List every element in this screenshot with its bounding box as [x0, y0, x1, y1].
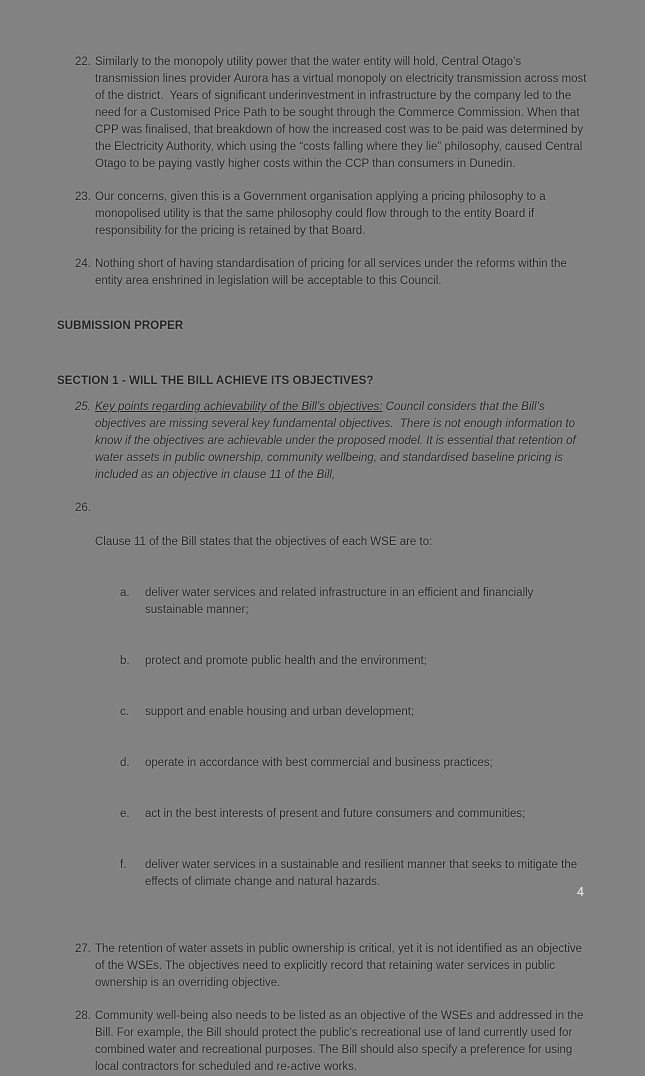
paragraph-23-text: Our concerns, given this is a Government organisation applying a pricing philosophy to a monopolised utility is that the same philosophy could flow through to the entity Board if responsibility for the pricing is retained by that Board.	[95, 191, 549, 237]
paragraph-28-number: 28.	[75, 1010, 91, 1022]
heading-submission-proper: SUBMISSION PROPER	[57, 320, 184, 332]
paragraph-24	[75, 256, 587, 290]
paragraph-26	[75, 500, 587, 925]
list-item-e-marker: e.	[120, 808, 130, 820]
list-item-d-marker: d.	[120, 757, 130, 769]
paragraph-23-number: 23.	[75, 191, 91, 203]
paragraph-26-text: Clause 11 of the Bill states that the objectives of each WSE are to:	[95, 536, 433, 548]
list-item-b-text: protect and promote public health and the environment;	[145, 655, 427, 667]
paragraph-28-text: Community well-being also needs to be listed as an objective of the WSEs and addressed in the Bill. For example, the Bill should protect the public’s recreational use of land currently used for combined water and recreational purposes. The Bill should also specify a preference for using local contractors for scheduled and re-active works.	[95, 1010, 587, 1073]
list-item-c-text: support and enable housing and urban development;	[145, 706, 415, 718]
paragraph-27	[75, 941, 587, 992]
paragraph-22	[75, 54, 590, 173]
list-item-e-text: act in the best interests of present and future consumers and communities;	[145, 808, 526, 820]
paragraph-22-number: 22.	[75, 56, 91, 68]
paragraph-25-lead-underlined: Key points regarding achievability of the Bill’s objectives:	[95, 401, 383, 413]
paragraph-25-text	[95, 399, 587, 484]
list-item-c	[120, 704, 587, 721]
list-item-a	[120, 585, 587, 619]
page-number: 4	[577, 885, 584, 899]
paragraph-25	[75, 399, 587, 484]
paragraph-26-number: 26.	[75, 502, 91, 514]
list-item-f	[120, 857, 587, 891]
list-item-a-text: deliver water services and related infrastructure in an efficient and financially sustainable manner;	[145, 587, 537, 616]
paragraph-26-body	[95, 500, 587, 925]
paragraph-25-number: 25.	[75, 401, 91, 413]
paragraph-27-number: 27.	[75, 943, 91, 955]
list-item-d	[120, 755, 587, 772]
list-item-f-text: deliver water services in a sustainable and resilient manner that seeks to mitigate the effects of climate change and natural hazards.	[145, 859, 581, 888]
list-item-f-marker: f.	[120, 859, 127, 871]
paragraph-28	[75, 1008, 587, 1076]
paragraph-24-number: 24.	[75, 258, 91, 270]
list-item-a-marker: a.	[120, 587, 130, 599]
list-item-b	[120, 653, 587, 670]
list-item-b-marker: b.	[120, 655, 130, 667]
list-item-c-marker: c.	[120, 706, 129, 718]
list-item-e	[120, 806, 587, 823]
paragraph-24-text: Nothing short of having standardisation of pricing for all services under the reforms within the entity area enshrined in legislation will be acceptable to this Council.	[95, 258, 570, 287]
list-item-d-text: operate in accordance with best commercial and business practices;	[145, 757, 493, 769]
paragraph-25-rest: Council considers that the Bill’s objectives are missing several key fundamental objectives. There is not enough information to know if the objectives are achievable under the proposed model. It is essential that retention of water assets in public ownership, community wellbeing, and standardised baseline pricing is included as an objective in clause 11 of the Bill,	[95, 401, 579, 481]
heading-section-1: SECTION 1 - WILL THE BILL ACHIEVE ITS OBJECTIVES?	[57, 375, 374, 387]
paragraph-22-text: Similarly to the monopoly utility power that the water entity will hold, Central Otago’s transmission lines provider Aurora has a virtual monopoly on electricity transmission across most of the district. Years of significant underinvestment in infrastructure by the company led to the need for a Customised Price Path to be sought through the Commerce Commission. When that CPP was finalised, that breakdown of how the increased cost was to be paid was determined by the Electricity Authority, which using the “costs falling where they lie” philosophy, caused Central Otago to be paying vastly higher costs within the CCP than consumers in Dunedin.	[95, 56, 590, 170]
paragraph-27-text: The retention of water assets in public ownership is critical, yet it is not identified as an objective of the WSEs. The objectives need to explicitly record that retaining water services in public ownership is an overriding objective.	[95, 943, 586, 989]
paragraph-23	[75, 189, 587, 240]
